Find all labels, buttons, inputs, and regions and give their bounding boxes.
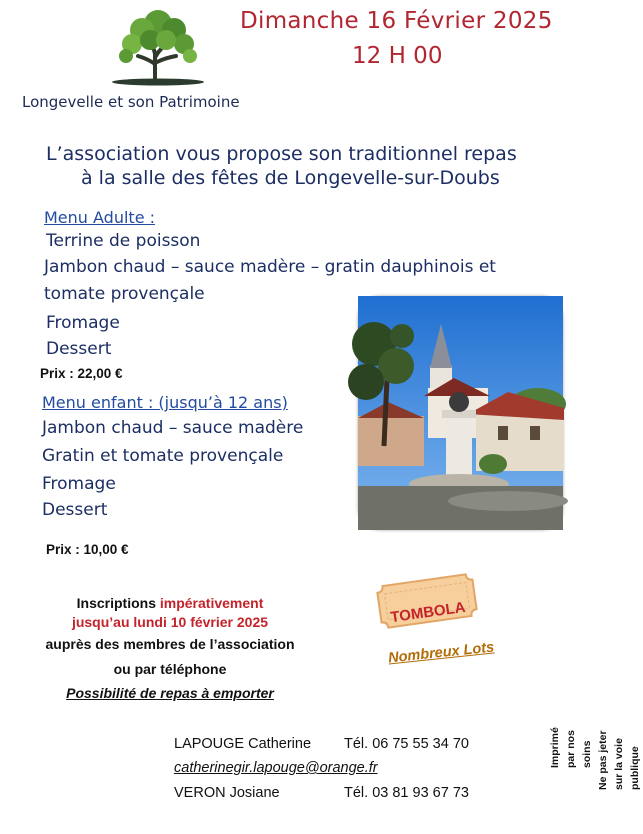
menu-adult-item: Fromage [46, 313, 120, 333]
tombola-label: TOMBOLA [389, 598, 467, 627]
contact-name: LAPOUGE Catherine [174, 736, 312, 752]
menu-adult-item: Dessert [46, 339, 112, 359]
menu-adult-title: Menu Adulte : [44, 208, 156, 227]
menu-child-item: Gratin et tomate provençale [42, 446, 284, 466]
print-notice-line-2: Ne pas jeter sur la voie publique [597, 730, 641, 790]
takeaway-note: Possibilité de repas à emporter [66, 685, 274, 701]
tombola-lots: Nombreux Lots [387, 639, 495, 667]
contact-name: VERON Josiane [174, 785, 280, 801]
menu-adult-item: Jambon chaud – sauce madère – gratin dauphinois et [44, 257, 496, 277]
event-time: 12 H 00 [352, 43, 443, 69]
association-name: Longevelle et son Patrimoine [22, 93, 240, 111]
inscriptions-deadline: jusqu’au lundi 10 février 2025 [71, 614, 269, 630]
menu-adult-item: Terrine de poisson [46, 231, 201, 251]
contact-phone: Tél. 06 75 55 34 70 [344, 736, 469, 752]
inscriptions-line-3: auprès des membres de l’association [45, 636, 295, 652]
inscriptions-prefix: Inscriptions [76, 595, 160, 611]
menu-adult-item: tomate provençale [44, 284, 205, 304]
village-photo [358, 296, 563, 530]
inscriptions-line-4: ou par téléphone [113, 661, 227, 677]
menu-adult-price: Prix : 22,00 € [40, 366, 123, 381]
print-notice [547, 727, 643, 790]
menu-child-item: Jambon chaud – sauce madère [42, 418, 304, 438]
menu-child-price: Prix : 10,00 € [46, 542, 129, 557]
contact-phone: Tél. 03 81 93 67 73 [344, 785, 469, 801]
event-date: Dimanche 16 Février 2025 [240, 8, 553, 34]
menu-child-title: Menu enfant : (jusqu’à 12 ans) [42, 393, 288, 412]
tree-icon [108, 4, 208, 86]
inscriptions-emphasis: impérativement [159, 595, 264, 611]
print-notice-line-1: Imprimé par nos soins [549, 727, 593, 768]
inscriptions-line-1 [20, 595, 320, 611]
menu-child-item: Fromage [42, 474, 116, 494]
contact-email[interactable]: catherinegir.lapouge@orange.fr [174, 760, 378, 776]
menu-child-item: Dessert [42, 500, 108, 520]
intro-line-1: L’association vous propose son traditionnel repas [46, 143, 517, 165]
intro-line-2: à la salle des fêtes de Longevelle-sur-Doubs [81, 167, 500, 189]
